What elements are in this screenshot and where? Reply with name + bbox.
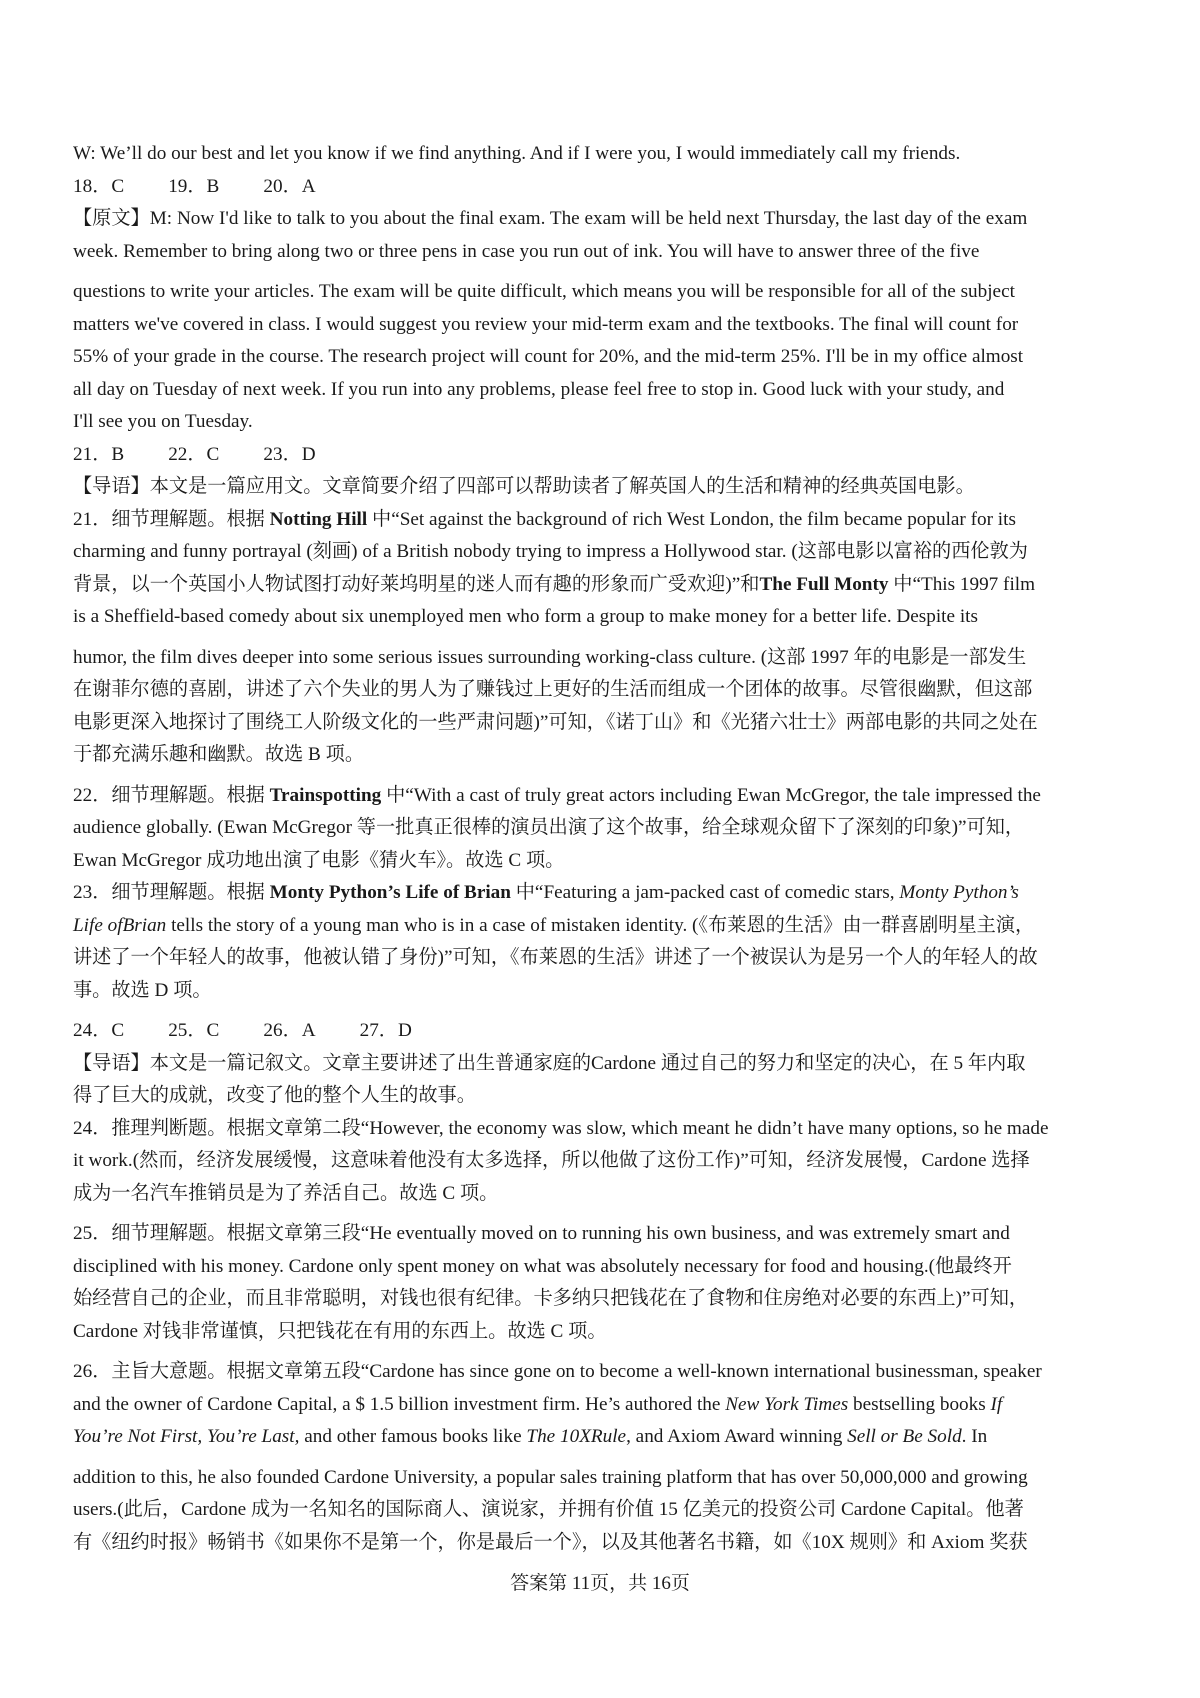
explanation-line: 21．细节理解题。根据 Notting Hill 中“Set against the background of rich West London, the film became popular for its <box>73 508 1016 530</box>
answer-item: 27．D <box>359 1020 412 1041</box>
answer-item: 21．B <box>73 443 125 465</box>
explanation-line: 于都充满乐趣和幽默。故选 B 项。 <box>73 744 365 765</box>
explanation-line: addition to this, he also founded Cardone University, a popular sales training platform that has over 50,000,000 and growing <box>73 1466 1028 1488</box>
transcript-line: week. Remember to bring along two or three pens in case you run out of ink. You will have to answer three of the five <box>73 240 980 262</box>
explanation-line: You’re Not First, You’re Last, and other famous books like The 10XRule, and Axiom Award winning Sell or Be Sold. In <box>73 1426 988 1447</box>
answer-item: 20．A <box>263 175 316 197</box>
explanation-line: 有《纽约时报》畅销书《如果你不是第一个，你是最后一个》，以及其他著名书籍，如《10X 规则》和 Axiom 奖获 <box>73 1531 1028 1553</box>
answer-item: 23．D <box>263 443 316 465</box>
explanation-line: 24．推理判断题。根据文章第二段“However, the economy was slow, which meant he didn’t have many options, so he made <box>73 1117 1049 1139</box>
answer-key-row <box>73 171 1133 204</box>
explanation-line: 23．细节理解题。根据 Monty Python’s Life of Brian 中“Featuring a jam-packed cast of comedic stars, Monty Python’s <box>73 882 1019 903</box>
transcript-line: I'll see you on Tuesday. <box>73 411 253 432</box>
answer-item: 24．C <box>73 1020 125 1041</box>
explanation-line: disciplined with his money. Cardone only spent money on what was absolutely necessary for food and housing.(他最终开 <box>73 1255 1012 1277</box>
explanation-line: audience globally. (Ewan McGregor 等一批真正很棒的演员出演了这个故事，给全球观众留下了深刻的印象)”可知， <box>73 817 1025 838</box>
answer-item: 26．A <box>263 1020 316 1041</box>
answer-item: 25．C <box>168 1020 220 1041</box>
film-title: Notting Hill <box>269 508 368 530</box>
intro-line: 【导语】本文是一篇记叙文。文章主要讲述了出生普通家庭的Cardone 通过自己的努力和坚定的决心，在 5 年内取 <box>73 1052 1026 1074</box>
explanation-line: 25．细节理解题。根据文章第三段“He eventually moved on to running his own business, and was extremely smart and <box>73 1223 1010 1244</box>
answer-item: 18．C <box>73 175 125 197</box>
transcript-line: questions to write your articles. The exam will be quite difficult, which means you will be responsible for all of the subject <box>73 281 1015 302</box>
film-title: The Full Monty <box>759 573 889 595</box>
intro-line: 得了巨大的成就，改变了他的整个人生的故事。 <box>73 1085 476 1106</box>
explanation-line: 始经营自己的企业，而且非常聪明，对钱也很有纪律。卡多纳只把钱花在了食物和住房绝对必要的东西上)”可知， <box>73 1288 1029 1309</box>
book-title: New York Times <box>725 1393 849 1415</box>
transcript-line: matters we've covered in class. I would suggest you review your mid-term exam and the textbooks. The final will count for <box>73 313 1019 335</box>
explanation-line: 电影更深入地探讨了围绕工人阶级文化的一些严肃问题)”可知，《诺丁山》和《光猪六壮士》两部电影的共同之处在 <box>73 711 1038 733</box>
answer-content <box>73 138 1133 1559</box>
intro-line: 【导语】本文是一篇应用文。文章简要介绍了四部可以帮助读者了解英国人的生活和精神的经典英国电影。 <box>73 476 975 497</box>
transcript-line: 55% of your grade in the course. The research project will count for 20%, and the mid-term 25%. I'll be in my office almost <box>73 346 1024 367</box>
explanation-line: and the owner of Cardone Capital, a $ 1.5 billion investment firm. He’s authored the New York Times bestselling books If <box>73 1393 1003 1415</box>
answer-item: 19．B <box>168 175 220 197</box>
explanation-line: Ewan McGregor 成功地出演了电影《猜火车》。故选 C 项。 <box>73 849 565 871</box>
explanation-line: 事。故选 D 项。 <box>73 979 212 1001</box>
explanation-line: is a Sheffield-based comedy about six unemployed men who form a group to make money for a better life. Despite its <box>73 606 978 627</box>
explanation-line: Life ofBrian tells the story of a young man who is in a case of mistaken identity. (《布莱恩的生活》由一群喜剧明星主演， <box>73 914 1035 936</box>
explanation-line: Cardone 对钱非常谨慎，只把钱花在有用的东西上。故选 C 项。 <box>73 1320 607 1342</box>
answer-item: 22．C <box>168 443 220 465</box>
film-title: Monty Python’s Life of Brian <box>269 882 511 903</box>
explanation-line: 26．主旨大意题。根据文章第五段“Cardone has since gone on to become a well-known international businessman, speaker <box>73 1361 1042 1382</box>
film-title: Trainspotting <box>269 784 382 806</box>
film-title-italic: Life ofBrian <box>73 914 167 936</box>
explanation-line: it work.(然而，经济发展缓慢，这意味着他没有太多选择，所以他做了这份工作)”可知，经济发展慢，Cardone 选择 <box>73 1150 1030 1171</box>
answer-key-row <box>73 1015 1133 1048</box>
explanation-line: 成为一名汽车推销员是为了养活自己。故选 C 项。 <box>73 1182 499 1204</box>
explanation-line: 在谢菲尔德的喜剧，讲述了六个失业的男人为了赚钱过上更好的生活而组成一个团体的故事。尽管很幽默，但这部 <box>73 679 1033 700</box>
transcript-line: all day on Tuesday of next week. If you run into any problems, please feel free to stop in. Good luck with your study, and <box>73 378 1005 400</box>
explanation-line: charming and funny portrayal (刻画) of a British nobody trying to impress a Hollywood star. (这部电影以富裕的西伦敦为 <box>73 541 1028 562</box>
explanation-line: humor, the film dives deeper into some serious issues surrounding working-class culture. (这部 1997 年的电影是一部发生 <box>73 646 1027 668</box>
book-title: Sell or Be Sold <box>847 1426 962 1447</box>
book-title: You’re Not First, You’re Last, <box>73 1426 300 1447</box>
book-title: If <box>990 1393 1003 1415</box>
explanation-line: 讲述了一个年轻人的故事，他被认错了身份)”可知，《布莱恩的生活》讲述了一个被误认为是另一个人的年轻人的故 <box>73 947 1038 968</box>
transcript-line: 【原文】M: Now I'd like to talk to you about the final exam. The exam will be held next Thursday, the last day of the exam <box>73 208 1028 229</box>
film-title-italic: Monty Python’s <box>899 882 1019 903</box>
book-title: The 10XRule <box>526 1426 627 1447</box>
explanation-line: 22．细节理解题。根据 Trainspotting 中“With a cast of truly great actors including Ewan McGregor, the tale impressed the <box>73 784 1041 806</box>
dialogue-line: W: We’ll do our best and let you know if we find anything. And if I were you, I would immediately call my friends. <box>73 143 961 164</box>
explanation-line: users.(此后，Cardone 成为一名知名的国际商人、演说家，并拥有价值 15 亿美元的投资公司 Cardone Capital。他著 <box>73 1499 1024 1520</box>
answer-key-row <box>73 439 1133 472</box>
explanation-line: 背景，以一个英国小人物试图打动好莱坞明星的迷人而有趣的形象而广受欢迎)”和The Full Monty 中“This 1997 film <box>73 573 1036 595</box>
page-footer: 答案第 11页，共 16页 <box>510 1573 690 1594</box>
